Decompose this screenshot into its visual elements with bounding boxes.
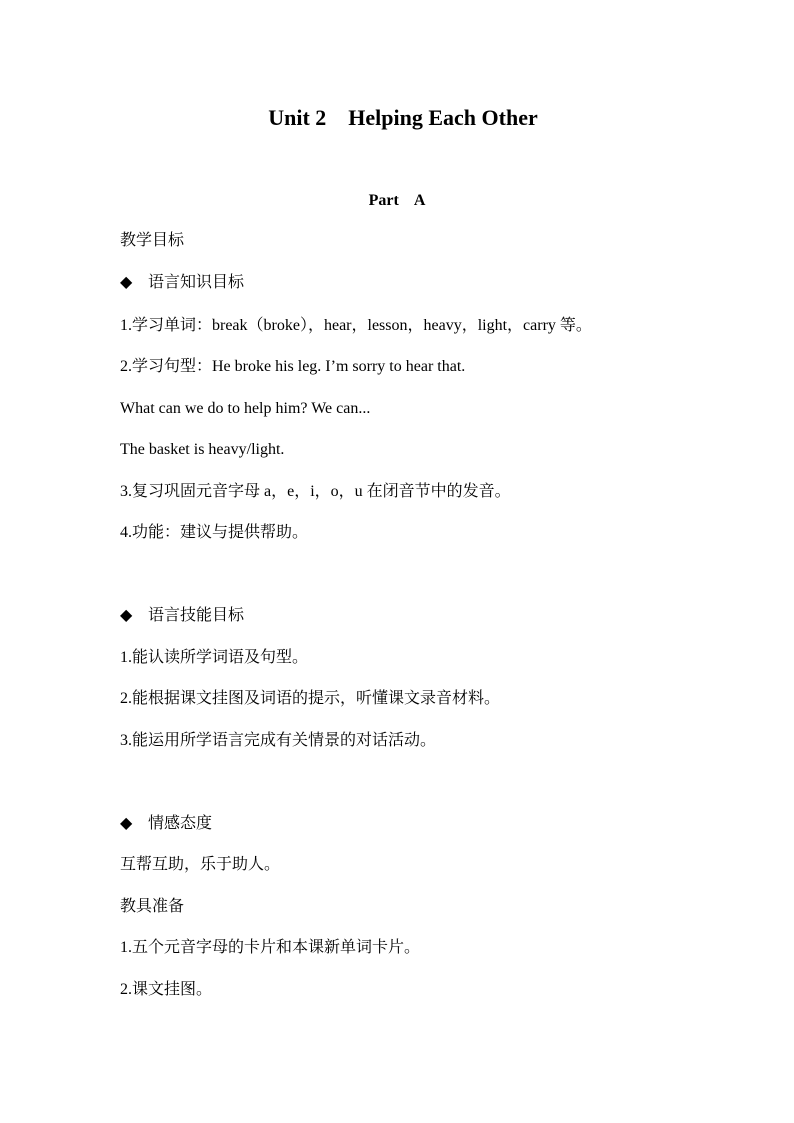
list-item: 3.复习巩固元音字母 a，e，i，o，u 在闭音节中的发音。 <box>120 483 511 500</box>
list-item: 3.能运用所学语言完成有关情景的对话活动。 <box>120 732 437 749</box>
list-item: 1.能认读所学词语及句型。 <box>120 649 309 666</box>
bullet-label: 情感态度 <box>148 815 213 832</box>
list-item: 1.五个元音字母的卡片和本课新单词卡片。 <box>120 939 421 956</box>
document-title: Unit 2 Helping Each Other <box>268 105 538 130</box>
diamond-bullet-icon: ◆ <box>120 274 133 291</box>
list-item: 互帮互助，乐于助人。 <box>120 856 281 873</box>
section-heading-teaching-goals: 教学目标 <box>120 232 185 249</box>
bullet-heading-attitude <box>120 814 212 834</box>
list-item: 2.学习句型：He broke his leg. I’m sorry to hear that. <box>120 358 466 375</box>
list-item: 2.课文挂图。 <box>120 981 213 998</box>
bullet-label: 语言技能目标 <box>148 607 245 624</box>
list-item: 4.功能：建议与提供帮助。 <box>120 524 309 541</box>
diamond-bullet-icon: ◆ <box>120 815 133 832</box>
list-item: The basket is heavy/light. <box>120 441 285 458</box>
part-heading: Part A <box>368 192 426 209</box>
bullet-label: 语言知识目标 <box>148 274 245 291</box>
bullet-heading-language-skills <box>120 606 244 626</box>
list-item: 1.学习单词：break（broke），hear，lesson，heavy，light，carry 等。 <box>120 317 592 334</box>
list-item: What can we do to help him? We can... <box>120 400 371 417</box>
list-item: 2.能根据课文挂图及词语的提示，听懂课文录音材料。 <box>120 690 501 707</box>
bullet-heading-language-knowledge <box>120 273 244 293</box>
section-heading-teaching-aids: 教具准备 <box>120 898 185 915</box>
diamond-bullet-icon: ◆ <box>120 607 133 624</box>
